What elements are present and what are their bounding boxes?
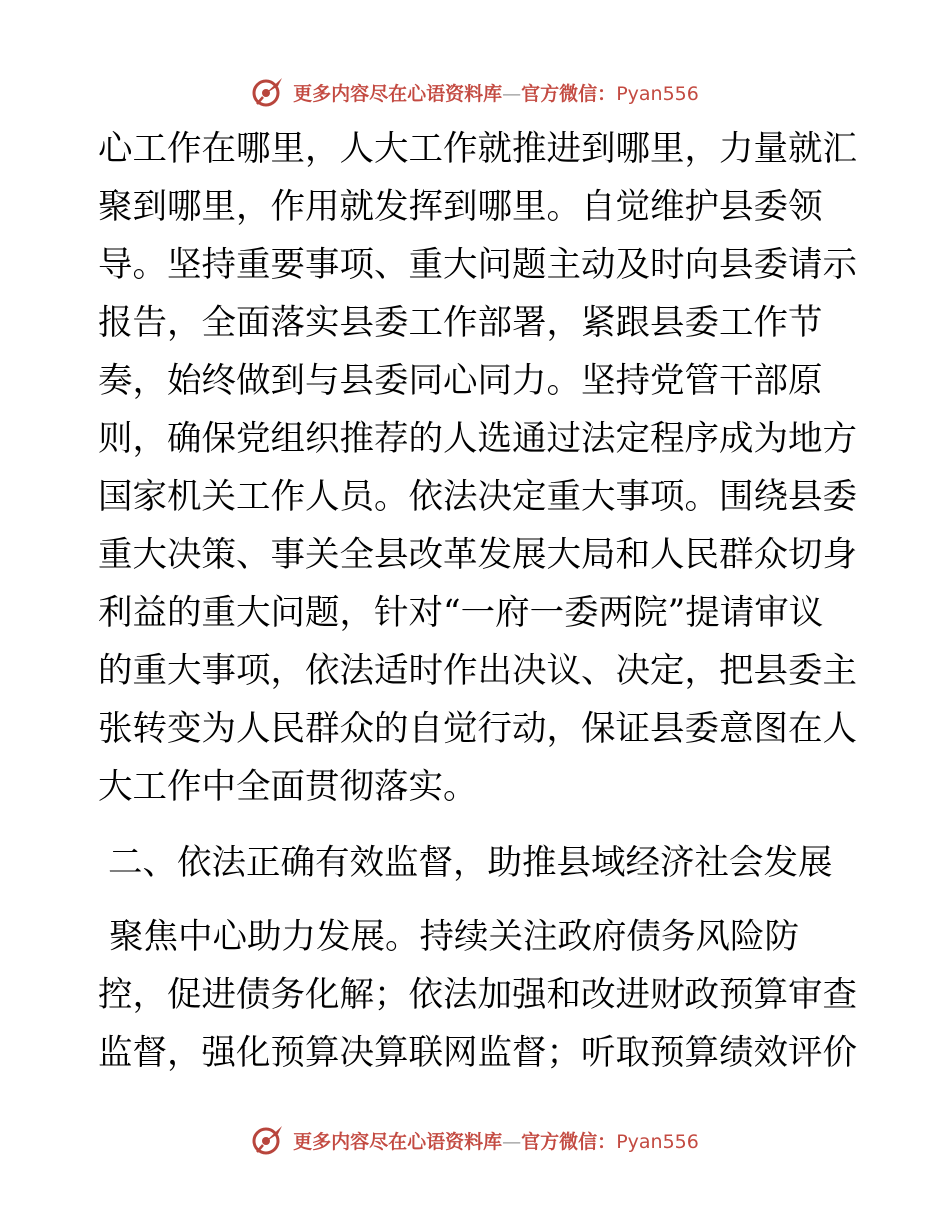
watermark-text (293, 1127, 699, 1154)
paragraph-line: 控，促进债务化解；依法加强和改进财政预算审查 (98, 975, 857, 1015)
watermark-handle: Pyan556 (616, 82, 699, 105)
watermark-text (293, 79, 699, 106)
paragraph-line: 则，确保党组织推荐的人选通过法定程序成为地方 (98, 419, 857, 459)
paragraph-line: 心工作在哪里，人大工作就推进到哪里，力量就汇 (98, 129, 857, 169)
watermark-suffix: 官方微信： (521, 1130, 617, 1153)
paragraph-line: 监督，强化预算决算联网监督；听取预算绩效评价 (98, 1033, 857, 1073)
paragraph-line: 利益的重大问题，针对“一府一委两院”提请审议 (98, 593, 824, 633)
paragraph-line: 报告，全面落实县委工作部署，紧跟县委工作节 (98, 303, 823, 343)
paragraph-line: 聚焦中心助力发展。持续关注政府债务风险防 (98, 917, 799, 957)
paragraph-line: 聚到哪里，作用就发挥到哪里。自觉维护县委领 (98, 187, 823, 227)
watermark-label: 更多内容尽在心语资料库 (293, 82, 503, 105)
paragraph-line: 导。坚持重要事项、重大问题主动及时向县委请示 (98, 245, 857, 285)
paragraph-line: 的重大事项，依法适时作出决议、决定，把县委主 (98, 651, 857, 691)
paragraph-line: 大工作中全面贯彻落实。 (98, 767, 478, 807)
paragraph-line: 张转变为人民群众的自觉行动，保证县委意图在人 (98, 709, 857, 749)
watermark-handle: Pyan556 (616, 1130, 699, 1153)
paragraph-line: 重大决策、事关全县改革发展大局和人民群众切身 (98, 535, 857, 575)
watermark-footer (0, 1120, 950, 1160)
watermark-separator: — (502, 1130, 522, 1153)
paragraph-line: 奏，始终做到与县委同心同力。坚持党管干部原 (98, 361, 823, 401)
paragraph-line: 国家机关工作人员。依法决定重大事项。围绕县委 (98, 477, 857, 517)
quill-logo-icon (251, 75, 285, 109)
watermark-suffix: 官方微信： (521, 82, 617, 105)
watermark-separator: — (502, 82, 522, 105)
quill-logo-icon (251, 1123, 285, 1157)
paragraph-1 (98, 120, 858, 816)
watermark-label: 更多内容尽在心语资料库 (293, 1130, 503, 1153)
paragraph-2 (98, 908, 858, 1082)
section-heading: 二、依法正确有效监督，助推县域经济社会发展 (108, 843, 833, 883)
watermark-header (0, 72, 950, 112)
